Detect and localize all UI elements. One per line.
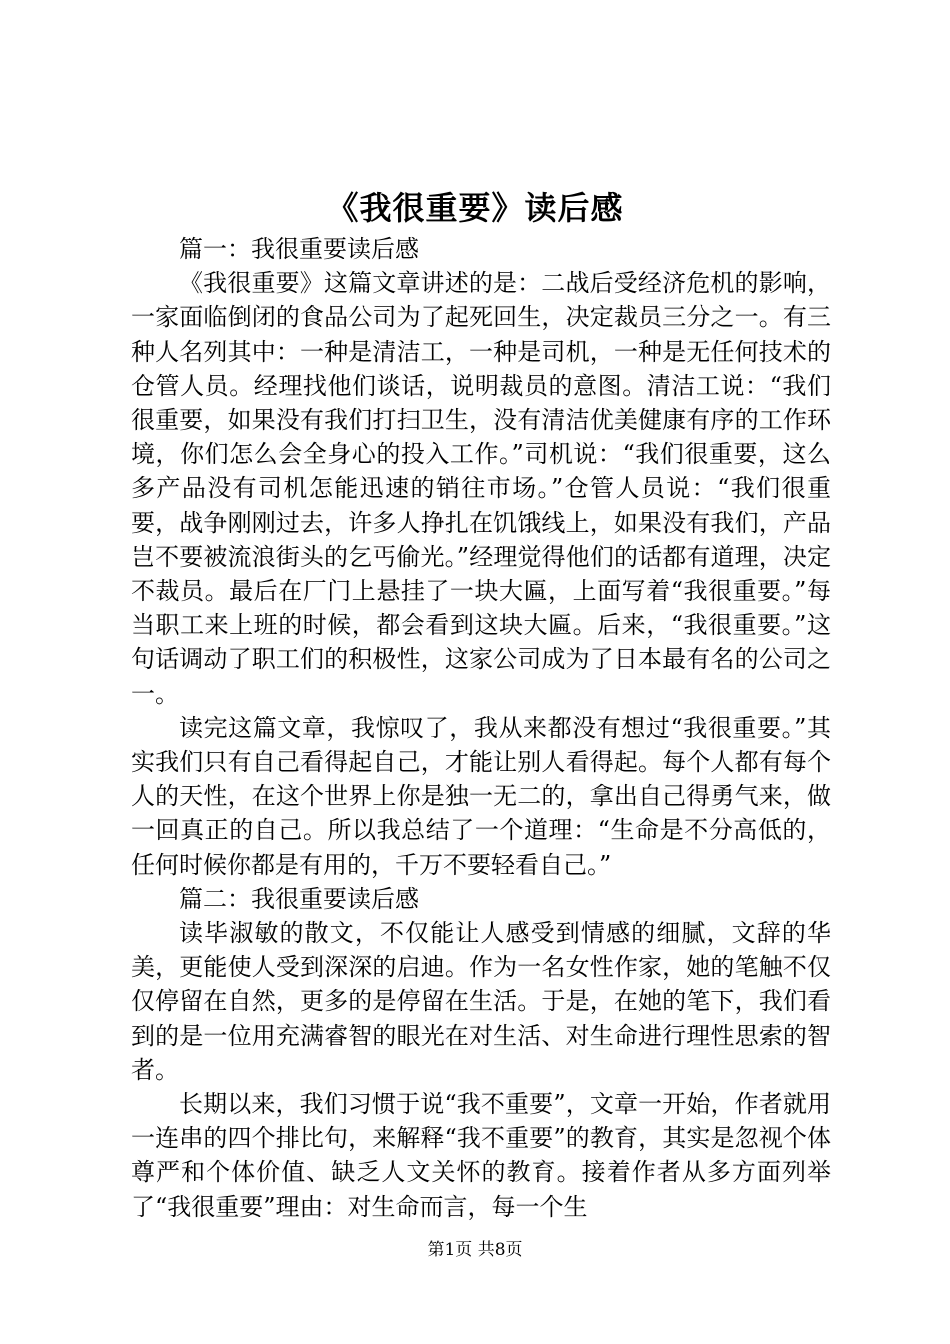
document-title: 《我很重要》读后感 xyxy=(326,189,624,227)
paragraph: 《我很重要》这篇文章讲述的是：二战后受经济危机的影响，一家面临倒闭的食品公司为了起死回生，决定裁员三分之一。有三种人名列其中：一种是清洁工，一种是司机，一种是无任何技术的仓管人员。经理找他们谈话，说明裁员的意图。清洁工说：“我们很重要，如果没有我们打扫卫生，没有清洁优美健康有序的工作环境，你们怎么会全身心的投入工作。”司机说：“我们很重要，这么多产品没有司机怎能迅速的销往市场。”仓管人员说：“我们很重要，战争刚刚过去，许多人挣扎在饥饿线上，如果没有我们，产品岂不要被流浪街头的乞丐偷光。”经理觉得他们的话都有道理，决定不裁员。最后在厂门上悬挂了一块大匾，上面写着“我很重要。”每当职工来上班的时候，都会看到这块大匾。后来，“我很重要。”这句话调动了职工们的积极性，这家公司成为了日本最有名的公司之一。 xyxy=(131,269,831,708)
section-heading-1: 篇一：我很重要读后感 xyxy=(179,235,419,263)
paragraph: 长期以来，我们习惯于说“我不重要”，文章一开始，作者就用一连串的四个排比句，来解释“我不重要”的教育，其实是忽视个体尊严和个体价值、缺乏人文关怀的教育。接着作者从多方面列举了“我很重要”理由：对生命而言，每一个生 xyxy=(131,1090,831,1221)
paragraph: 读完这篇文章，我惊叹了，我从来都没有想过“我很重要。”其实我们只有自己看得起自己，才能让别人看得起。每个人都有每个人的天性，在这个世界上你是独一无二的，拿出自己得勇气来，做一回真正的自己。所以我总结了一个道理：“生命是不分高低的，任何时候你都是有用的，千万不要轻看自己。” xyxy=(131,713,831,879)
section-heading-2: 篇二：我很重要读后感 xyxy=(179,884,419,913)
page-footer: 第1页 共8页 xyxy=(427,1240,523,1260)
document-body xyxy=(131,232,831,1224)
paragraph: 读毕淑敏的散文，不仅能让人感受到情感的细腻，文辞的华美，更能使人受到深深的启迪。作为一名女性作家，她的笔触不仅仅停留在自然，更多的是停留在生活。于是，在她的笔下，我们看到的是一位用充满睿智的眼光在对生活、对生命进行理性思索的智者。 xyxy=(131,919,831,1084)
